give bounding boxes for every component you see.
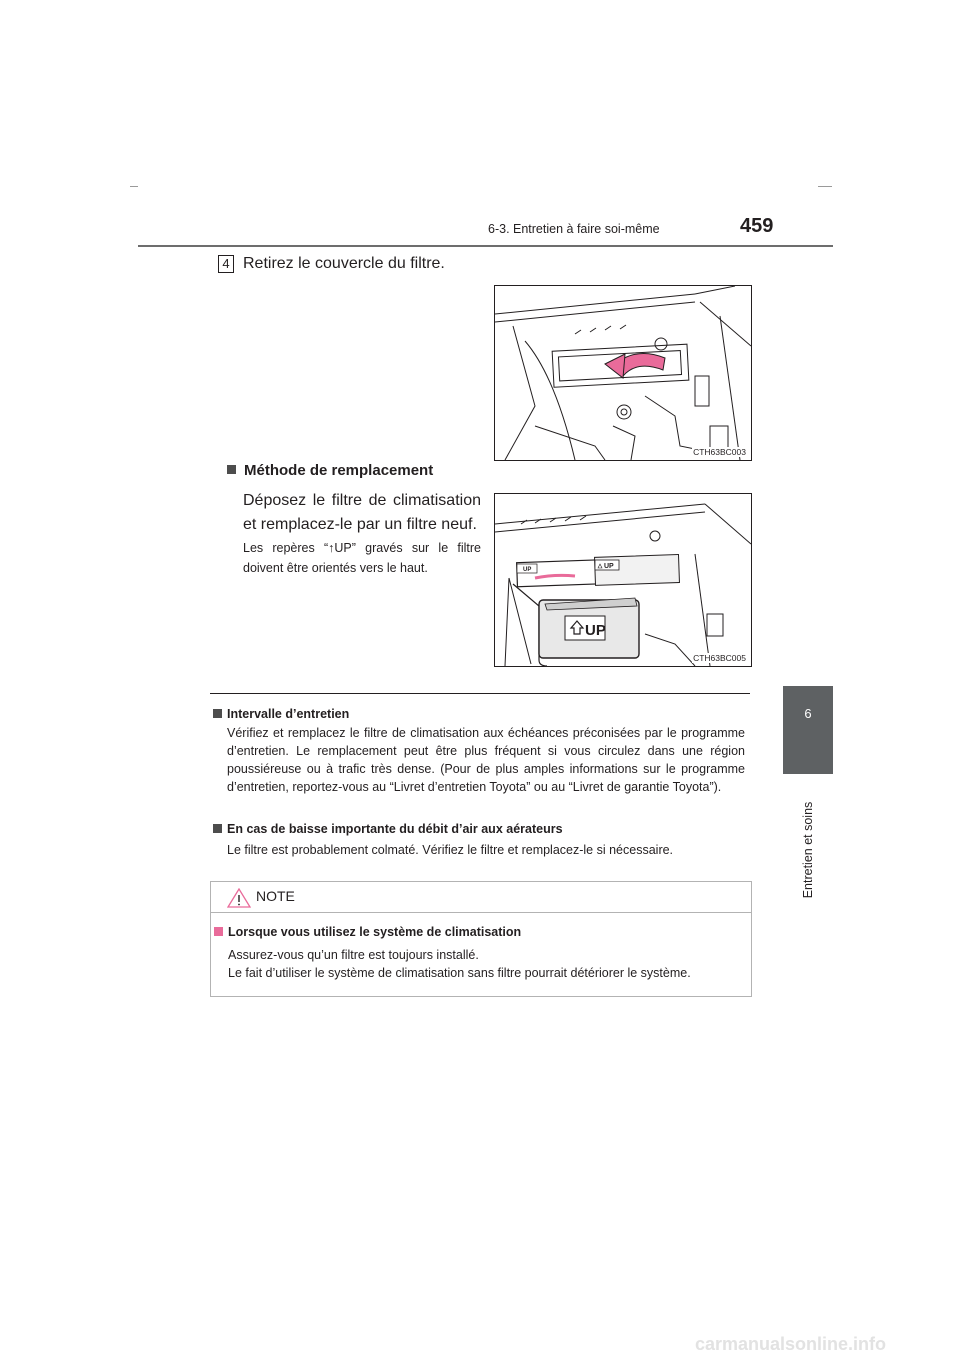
illustration-filter-up-mark: [495, 494, 751, 666]
crop-mark-left: [130, 186, 138, 187]
section-title: 6-3. Entretien à faire soi-même: [488, 222, 660, 236]
info-title-text: En cas de baisse importante du débit d’air aux aérateurs: [227, 822, 563, 836]
note-label: NOTE: [256, 888, 295, 904]
step-number-badge: 4: [218, 255, 234, 273]
section-divider: [210, 693, 750, 694]
illustration-filter-cover: [495, 286, 751, 460]
up-label-small: UP: [604, 563, 614, 570]
square-bullet-icon: [214, 927, 223, 936]
square-bullet-icon: [213, 824, 222, 833]
note-line: Le fait d’utiliser le système de climatisation sans filtre pourrait détériorer le système.: [228, 966, 691, 980]
note-title-text: Lorsque vous utilisez le système de climatisation: [228, 925, 522, 939]
chapter-number: 6: [804, 706, 812, 721]
chapter-tab: [783, 686, 833, 774]
figure-filter-orientation: [494, 493, 752, 667]
replacement-instruction: Déposez le filtre de climatisation et remplacez-le par un filtre neuf.: [243, 492, 481, 533]
figure-code: CTH63BC005: [693, 653, 746, 663]
info-title-text: Intervalle d’entretien: [227, 707, 350, 721]
note-text-end: UP” gravés sur le filtre doivent être orientés vers le haut.: [243, 541, 481, 575]
info-body-airflow: Le filtre est probablement colmaté. Vérifiez le filtre et remplacez-le si nécessaire.: [227, 843, 674, 857]
square-bullet-icon: [227, 465, 236, 474]
header-rule: [138, 245, 833, 247]
info-title-service-interval: [213, 707, 349, 721]
note-line: Assurez-vous qu’un filtre est toujours installé.: [228, 948, 479, 962]
up-label-large: UP: [585, 622, 606, 639]
up-label-small-left: UP: [523, 567, 532, 573]
step-instruction: Retirez le couvercle du filtre.: [243, 255, 445, 272]
replacement-note: [243, 538, 481, 578]
info-title-airflow: [213, 822, 563, 836]
page-number: 459: [740, 215, 774, 237]
figure-remove-cover: [494, 285, 752, 461]
note-body: [228, 946, 743, 982]
note-text-start: Les repères “: [243, 541, 329, 555]
chapter-label: Entretien et soins: [801, 801, 815, 899]
note-header: [211, 882, 751, 913]
heading-text: Méthode de remplacement: [244, 462, 434, 479]
note-title: [214, 925, 521, 939]
up-arrow-icon: ↑: [328, 541, 335, 555]
crop-mark-right: [818, 186, 832, 187]
figure-code: CTH63BC003: [693, 447, 746, 457]
warning-triangle-icon: [227, 888, 251, 908]
note-box: [210, 881, 752, 997]
info-body-service-interval: Vérifiez et remplacez le filtre de climatisation aux échéances préconisées par le programme d’entretien. Le remplacement peut être plus fréquent si vous circulez dans une région poussiéreuse ou à trafic très dense. (Pour de plus amples informations sur le programme d’entretien, reportez-vous au “Livret d’entretien Toyota” ou au “Livret de garantie Toyota”).: [227, 726, 745, 794]
square-bullet-icon: [213, 709, 222, 718]
heading-replacement-method: [227, 462, 433, 479]
watermark: carmanualsonline.info: [695, 1334, 887, 1354]
